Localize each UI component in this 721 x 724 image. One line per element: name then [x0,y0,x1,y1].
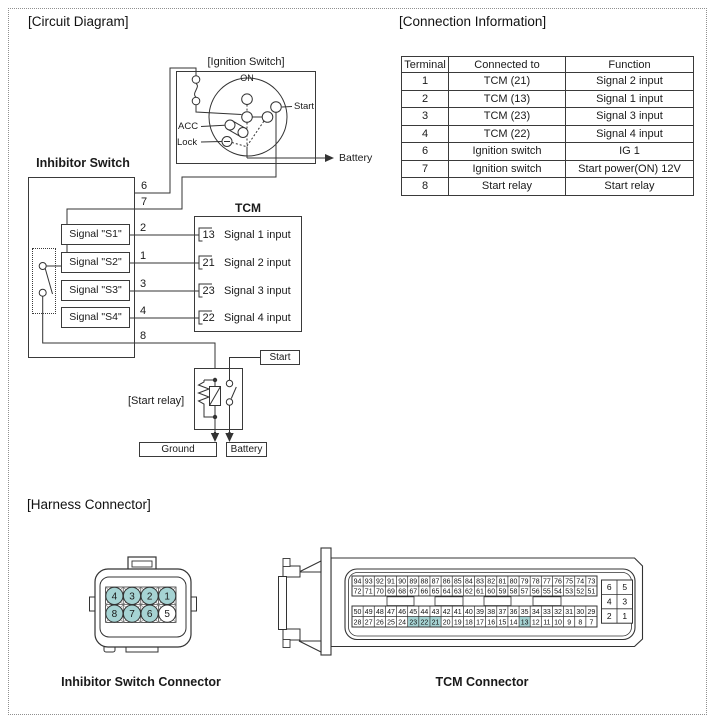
tcm-pin-number: 80 [509,578,518,586]
tcm-key-tab [435,597,463,606]
tcm-pin-number: 70 [375,588,384,596]
tcm-side-pin-number: 1 [622,611,628,621]
connection-table-header-cell: Terminal [402,57,449,73]
inhibitor-pin-number: 7 [129,609,135,621]
tcm-terminal-pin: 23 [202,284,215,297]
connection-table-cell: Signal 1 input [566,90,694,108]
battery-box: Battery [226,442,267,457]
wire-number-2: 2 [140,222,147,234]
tcm-pin-number: 18 [465,619,473,627]
connection-table-cell: TCM (21) [449,73,566,91]
connection-table-cell: Signal 2 input [566,73,694,91]
tcm-bracket-wedge-bottom [299,641,321,652]
tcm-terminal-label: Signal 4 input [224,311,291,324]
harness-connector-title: [Harness Connector] [27,497,151,512]
circuit-diagram-title: [Circuit Diagram] [28,14,129,29]
tcm-pin-number: 53 [565,588,574,596]
tcm-pin-number: 27 [364,619,373,627]
tcm-terminal-label: Signal 1 input [224,228,291,241]
inhibitor-pin-number: 1 [164,591,170,603]
tcm-pin-number: 51 [587,588,596,596]
connection-table-cell: Ignition switch [449,143,566,161]
connection-table-cell: Start relay [566,178,694,196]
tcm-pin-number: 66 [420,588,429,596]
inhibitor-pin-number: 6 [146,609,153,621]
tcm-pin-number: 49 [364,608,373,616]
wire-number-8: 8 [140,330,147,342]
ignition-acc-label: ACC [178,121,199,132]
tcm-pin-number: 22 [420,619,429,627]
connection-information-title: [Connection Information] [399,14,547,29]
tcm-pin-number: 90 [398,578,407,586]
tcm-pin-number: 44 [420,608,429,616]
tcm-bracket-arm-top [283,566,300,577]
tcm-pin-number: 78 [531,578,540,586]
connection-table-cell: 2 [402,90,449,108]
inhibitor-pin-number: 4 [111,591,118,603]
tcm-label: TCM [235,201,261,215]
inhibitor-switch-selector-box [32,248,56,314]
tcm-pin-number: 88 [420,578,429,586]
connection-table-cell: Signal 4 input [566,125,694,143]
tcm-bracket-cap [283,559,290,567]
tcm-pin-number: 72 [353,588,362,596]
tcm-pin-number: 60 [487,588,496,596]
tcm-pin-number: 64 [442,588,451,596]
tcm-pin-number: 35 [520,608,529,616]
tcm-pin-number: 46 [398,608,407,616]
inhibitor-pin-number: 5 [164,609,170,621]
tcm-pin-number: 42 [442,608,451,616]
tcm-terminal-label: Signal 3 input [224,284,291,297]
wire-number-3: 3 [140,278,147,290]
ignition-switch-label: [Ignition Switch] [207,56,285,68]
tcm-bracket-spine [279,577,287,630]
battery-arrowhead2 [225,433,233,442]
connection-table-row [402,73,694,91]
tcm-pin-number: 55 [542,588,551,596]
inhibitor-pin-number: 2 [146,591,153,603]
signal-s2-box: Signal "S2" [61,252,130,273]
tcm-connector-caption: TCM Connector [435,675,529,689]
tcm-pin-number: 13 [520,619,529,627]
tcm-pin-number: 14 [509,619,518,627]
tcm-pin-number: 25 [387,619,395,627]
tcm-pin-number: 29 [587,608,596,616]
tcm-bracket-arm-bottom [283,629,300,640]
tcm-pin-number: 41 [453,608,462,616]
tcm-pin-number: 57 [520,588,529,596]
tcm-terminal-pin: 21 [202,256,215,269]
connection-table-cell: TCM (23) [449,108,566,126]
connection-table-body [402,73,694,196]
tcm-pin-number: 93 [364,578,373,586]
ignition-switch-box [176,71,316,164]
tcm-side-pin-number: 2 [606,611,612,621]
tcm-side-pin-number: 6 [606,582,612,593]
connector-top-tab-inner [132,561,152,567]
inhibitor-pin-number: 3 [129,591,135,603]
start-relay-label: [Start relay] [128,395,185,407]
tcm-pin-number: 8 [578,619,583,627]
tcm-pin-number: 92 [375,578,384,586]
tcm-pin-number: 17 [476,619,484,627]
tcm-pin-number: 43 [431,608,440,616]
tcm-side-pin-number: 3 [622,596,628,607]
tcm-pin-number: 76 [554,578,562,586]
connection-table-cell: Signal 3 input [566,108,694,126]
connection-table-cell: Start power(ON) 12V [566,160,694,178]
ignition-lock-label: Lock [177,137,198,148]
tcm-pin-number: 10 [554,619,562,627]
start-relay-box [194,368,243,430]
connection-table-cell: 4 [402,125,449,143]
tcm-pin-number: 40 [465,608,473,616]
tcm-pin-number: 59 [498,588,507,596]
tcm-pin-number: 33 [542,608,551,616]
tcm-bracket-cap [283,640,290,648]
tcm-pin-number: 7 [589,619,594,627]
ignition-start-label: Start [294,101,315,112]
tcm-pin-number: 47 [387,608,395,616]
signal-s3-box: Signal "S3" [61,280,130,301]
connection-table-cell: Ignition switch [449,160,566,178]
tcm-pin-number: 19 [453,619,462,627]
signal-s1-box: Signal "S1" [61,224,130,245]
tcm-terminal-pin: 22 [202,311,215,324]
tcm-pin-number: 69 [387,588,395,596]
tcm-pin-number: 52 [576,588,585,596]
connection-table-row [402,90,694,108]
tcm-pin-number: 58 [509,588,518,596]
tcm-pin-number: 82 [487,578,496,586]
tcm-pin-number: 94 [353,578,362,586]
wire-number-1: 1 [140,250,147,262]
connection-table-cell: TCM (22) [449,125,566,143]
connection-table-cell: Start relay [449,178,566,196]
connection-table-row [402,143,694,161]
connection-table-row [402,108,694,126]
tcm-pin-number: 62 [465,588,473,596]
inhibitor-switch-label: Inhibitor Switch [36,156,130,170]
battery-arrowhead [325,154,334,162]
tcm-pin-number: 45 [409,608,418,616]
tcm-pin-number: 28 [353,619,362,627]
signal-s4-box: Signal "S4" [61,307,130,328]
connection-table-row [402,125,694,143]
tcm-pin-number: 89 [409,578,418,586]
tcm-pin-number: 63 [453,588,462,596]
connection-table-cell: 3 [402,108,449,126]
tcm-bracket-wedge-top [299,561,321,572]
tcm-pin-number: 11 [543,619,551,627]
tcm-pin-number: 48 [375,608,384,616]
connection-table-header-row [402,57,694,73]
tcm-pin-number: 38 [487,608,496,616]
tcm-pin-number: 65 [431,588,440,596]
inhibitor-connector-caption: Inhibitor Switch Connector [61,675,221,689]
battery-arrow-label: Battery [339,152,373,164]
inhibitor-pin-number: 8 [111,609,118,621]
tcm-pin-number: 74 [576,578,585,586]
tcm-pin-number: 34 [531,608,540,616]
tcm-pin-number: 23 [409,619,418,627]
tcm-pin-number: 12 [531,619,540,627]
tcm-terminal-label: Signal 2 input [224,256,291,269]
tcm-pin-number: 79 [520,578,529,586]
tcm-key-tab [387,597,414,606]
tcm-pin-number: 21 [431,619,440,627]
tcm-pin-number: 75 [565,578,574,586]
tcm-pin-number: 9 [567,619,572,627]
tcm-pin-number: 50 [353,608,362,616]
tcm-pin-number: 32 [554,608,562,616]
connection-table-header-cell: Connected to [449,57,566,73]
wire-number-6: 6 [141,180,148,192]
tcm-pin-number: 24 [398,619,407,627]
connection-table-cell: TCM (13) [449,90,566,108]
connection-table-cell: 7 [402,160,449,178]
tcm-pin-number: 67 [409,588,418,596]
tcm-pin-number: 31 [565,608,574,616]
tcm-side-pin-number: 5 [622,582,628,593]
tcm-pin-number: 68 [398,588,407,596]
tcm-pin-number: 20 [442,619,451,627]
ignition-on-label: ON [240,73,254,83]
tcm-pin-number: 77 [542,578,551,586]
tcm-pin-number: 86 [442,578,451,586]
tcm-pin-number: 81 [498,578,507,586]
tcm-pin-number: 54 [554,588,562,596]
connection-table-header-cell: Function [566,57,694,73]
ground-arrowhead [211,433,219,442]
tcm-bracket-bar [321,548,331,655]
connection-table-cell: IG 1 [566,143,694,161]
ground-box: Ground [139,442,217,457]
connection-table-row [402,178,694,196]
tcm-pin-number: 30 [576,608,585,616]
connection-table-cell: 6 [402,143,449,161]
start-box: Start [260,350,300,365]
tcm-side-pin-number: 4 [606,596,612,607]
tcm-pin-number: 83 [476,578,484,586]
tcm-pin-number: 73 [587,578,596,586]
tcm-pin-number: 85 [453,578,462,586]
tcm-pin-number: 16 [487,619,496,627]
tcm-pin-number: 56 [531,588,540,596]
tcm-terminal-pin: 13 [202,228,215,241]
tcm-pin-number: 15 [498,619,507,627]
tcm-key-tab [484,597,511,606]
tcm-key-tab [533,597,561,606]
tcm-pin-number: 36 [509,608,518,616]
connection-table-cell: 1 [402,73,449,91]
tcm-pin-number: 26 [375,619,384,627]
connection-table-row [402,160,694,178]
wire-number-7: 7 [141,196,148,208]
tcm-pin-number: 71 [364,588,373,596]
tcm-pin-number: 61 [476,588,484,596]
connection-table [401,56,694,196]
tcm-pin-number: 39 [476,608,484,616]
connection-table-cell: 8 [402,178,449,196]
wire-number-4: 4 [140,305,147,317]
tcm-pin-number: 37 [498,608,507,616]
tcm-pin-number: 87 [431,578,440,586]
tcm-pin-number: 84 [465,578,473,586]
tcm-pin-number: 91 [387,578,395,586]
